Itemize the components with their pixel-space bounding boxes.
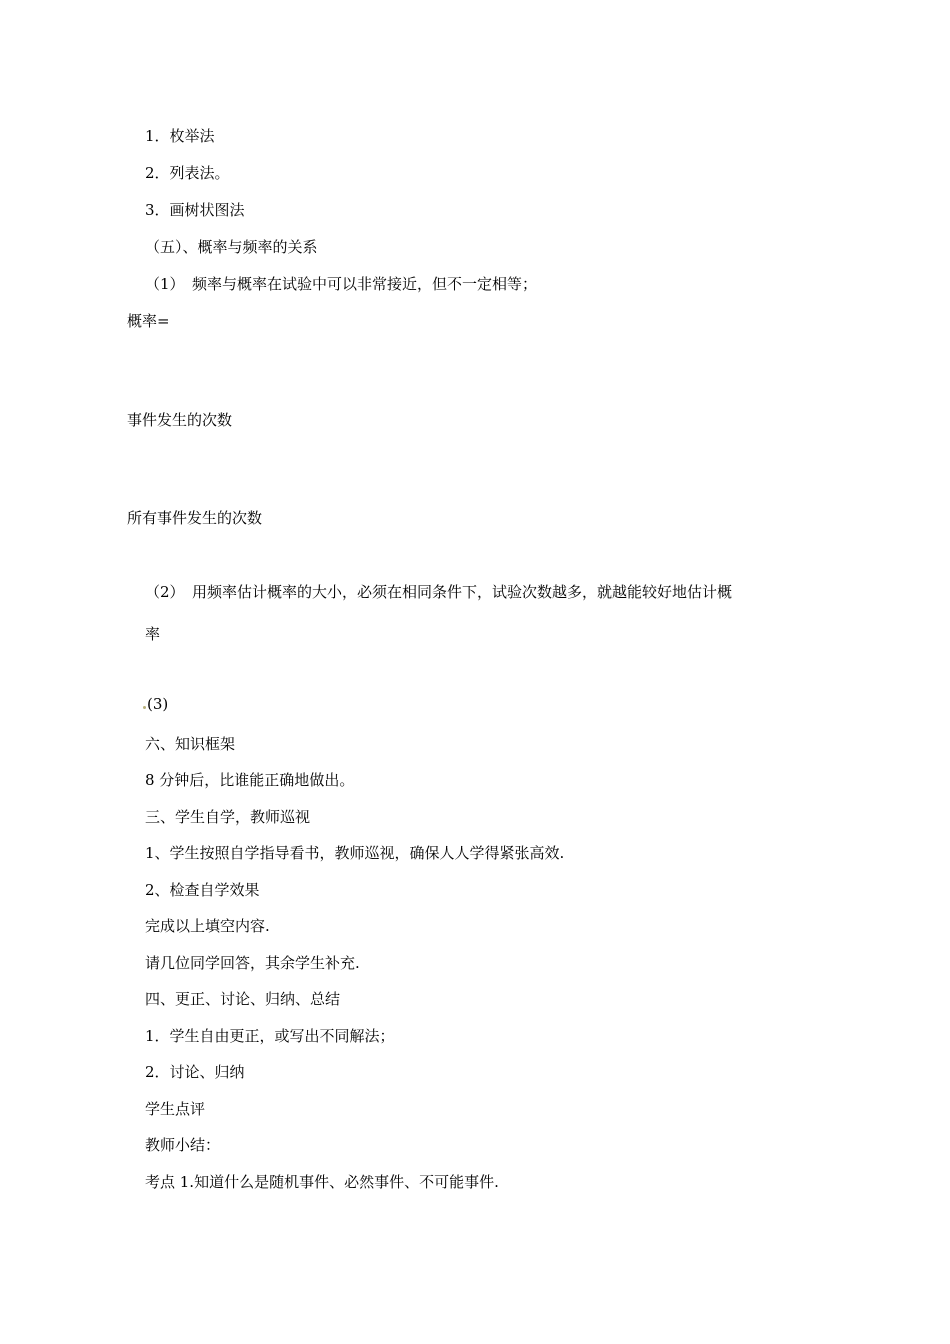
method-tree-diagram: 3．画树状图法 [145,201,245,219]
fill-blank-note: 完成以上填空内容. [145,917,270,935]
correction-step-2: 2．讨论、归纳 [145,1063,245,1081]
point-1: （1） 频率与概率在试验中可以非常接近，但不一定相等； [145,275,538,293]
method-table: 2．列表法。 [145,164,230,182]
section-heading-4: 四、更正、讨论、归纳、总结 [145,990,341,1008]
point-3: (3) [147,695,169,713]
method-enumeration: 1．枚举法 [145,127,215,145]
answer-note: 请几位同学回答，其余学生补充. [145,954,360,972]
point-2: （2） 用频率估计概率的大小，必须在相同条件下，试验次数越多，就越能较好地估计概 [145,583,733,601]
formula-label: 概率= [127,312,170,330]
point-2-continued: 率 [145,625,161,643]
section-heading-6: 六、知识框架 [145,735,236,753]
time-instruction: 8 分钟后，比谁能正确地做出。 [145,771,355,789]
correction-step-1: 1．学生自由更正，或写出不同解法； [145,1027,395,1045]
formula-denominator: 所有事件发生的次数 [127,509,263,527]
key-point-1: 考点 1.知道什么是随机事件、必然事件、不可能事件. [145,1173,499,1191]
anchor-mark [143,706,146,709]
teacher-summary: 教师小结： [145,1136,221,1154]
formula-numerator: 事件发生的次数 [127,411,233,429]
student-review: 学生点评 [145,1100,206,1118]
step-2: 2、检查自学效果 [145,881,260,899]
section-heading-5: （五）、概率与频率的关系 [145,238,318,256]
section-heading-3: 三、学生自学，教师巡视 [145,808,311,826]
step-1: 1、学生按照自学指导看书，教师巡视，确保人人学得紧张高效. [145,844,565,862]
